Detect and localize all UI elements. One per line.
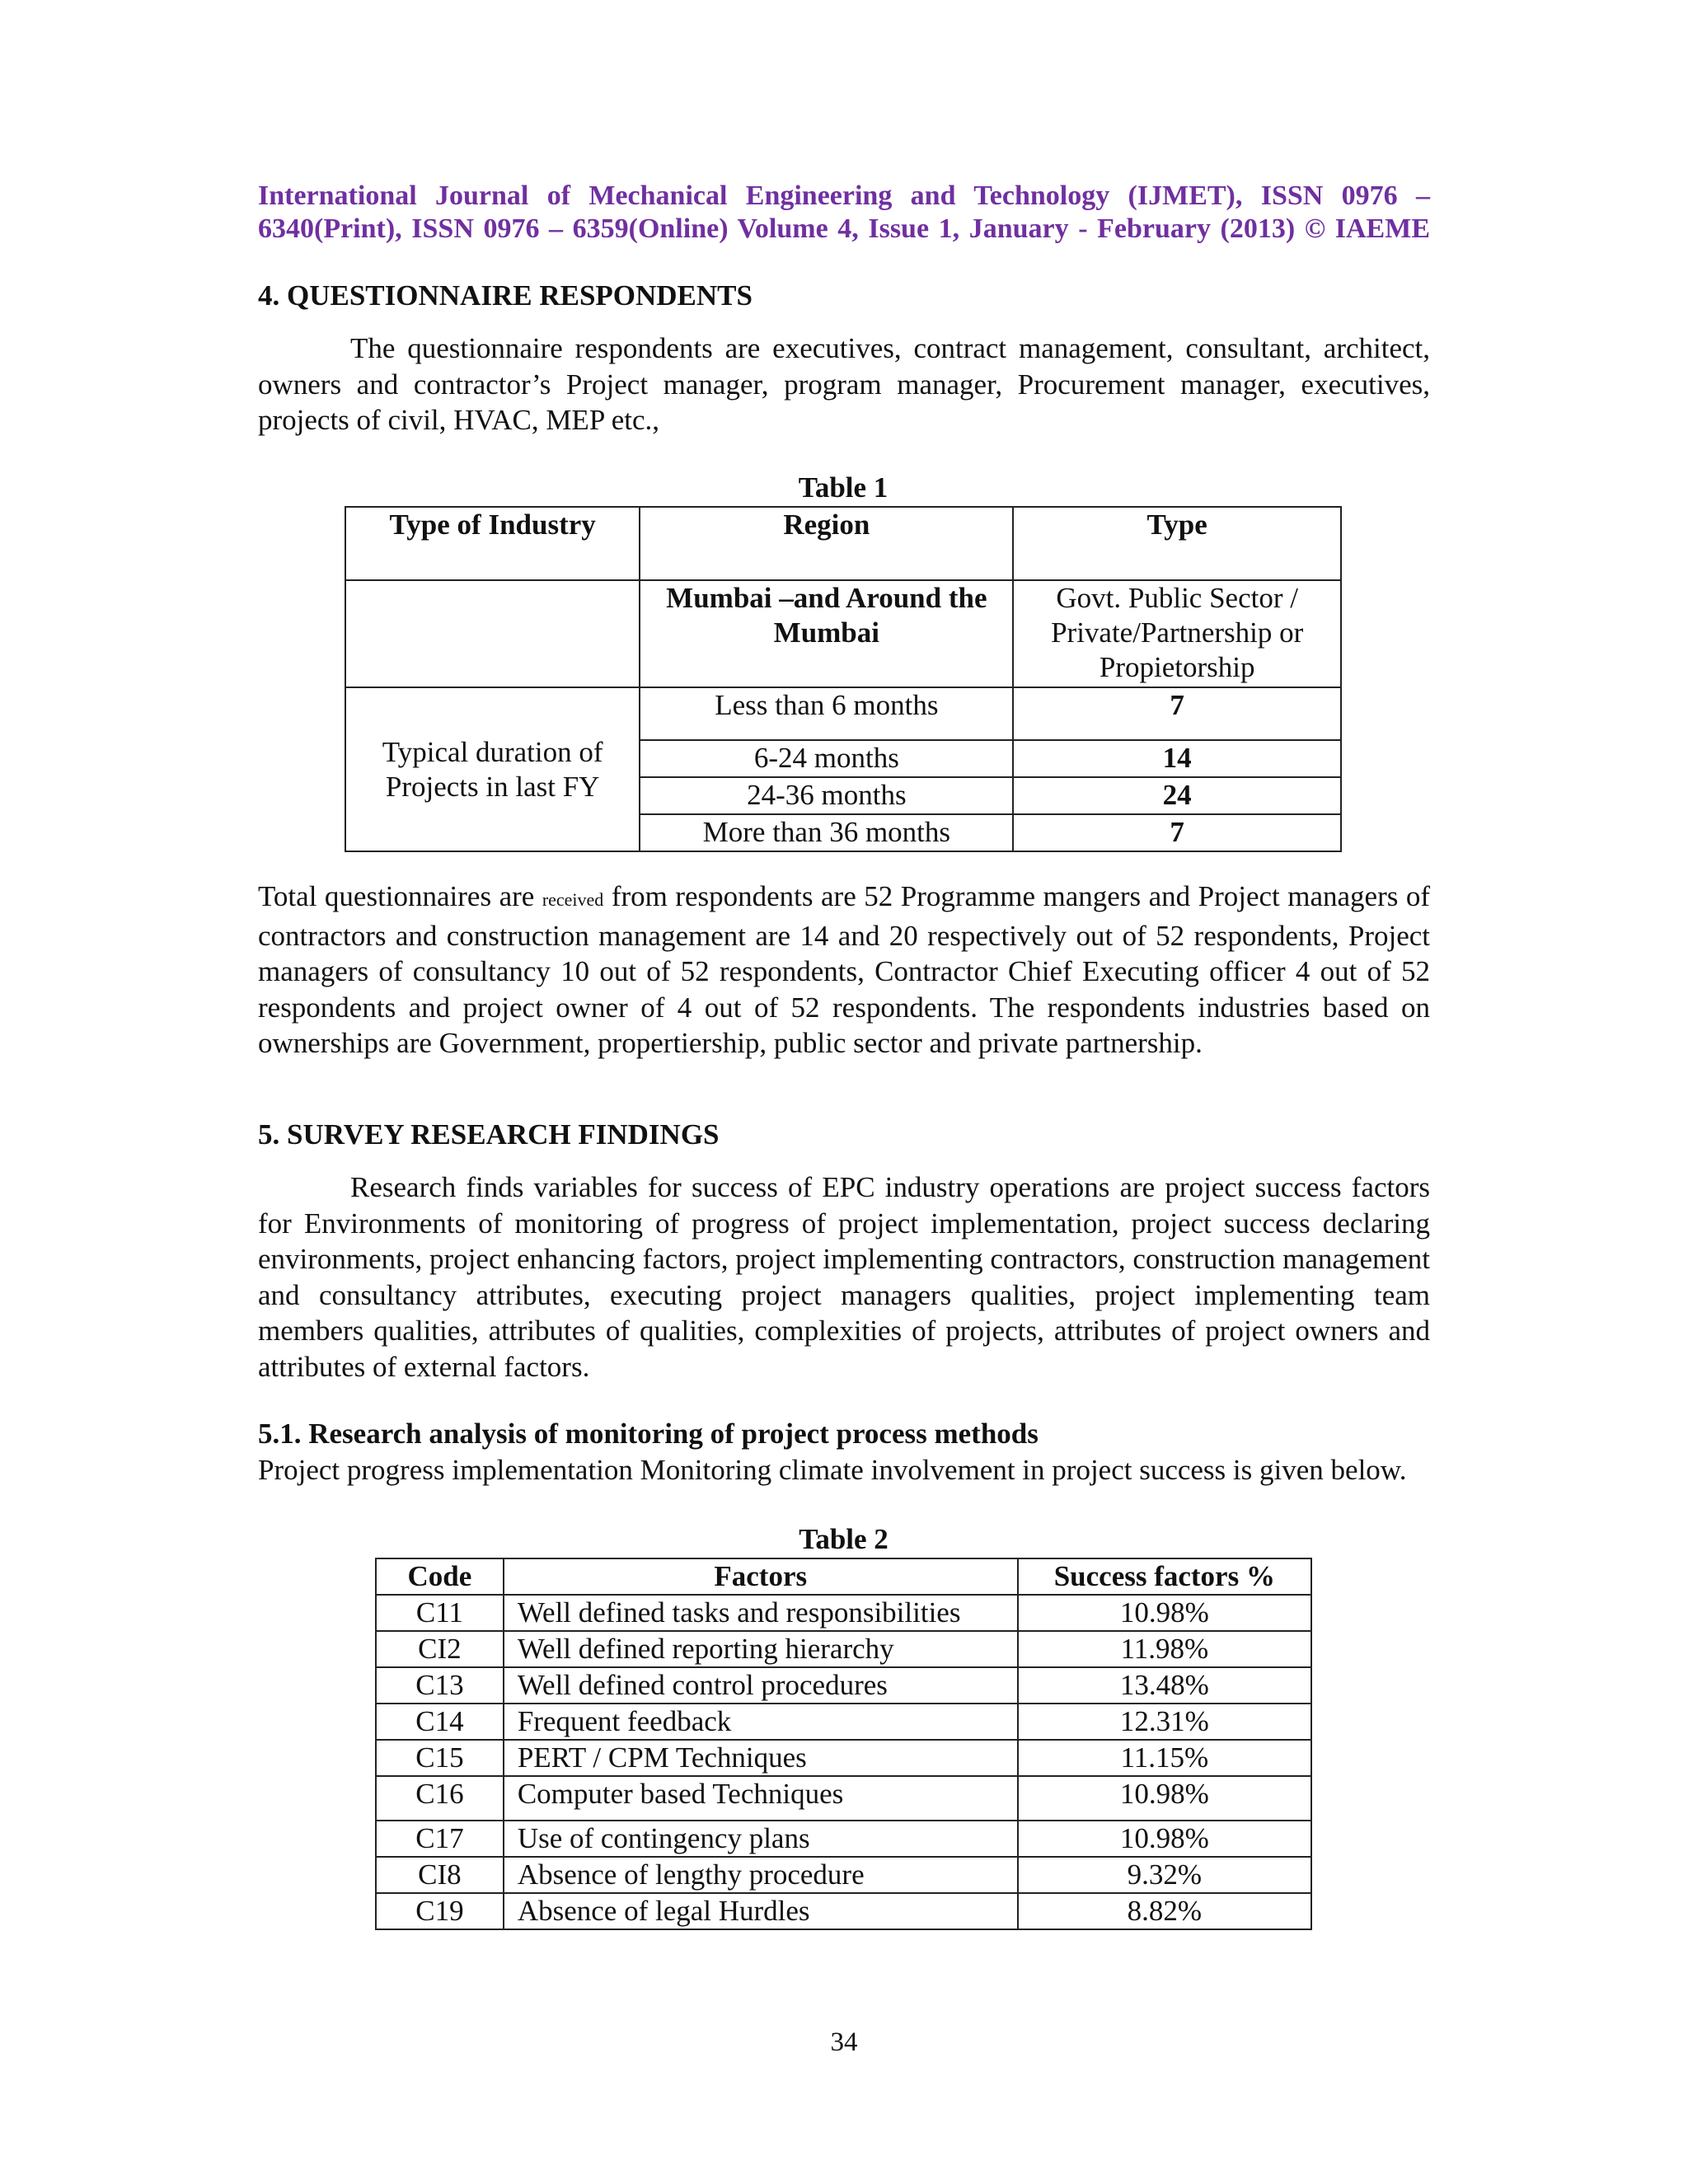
section-5: [258, 1117, 1430, 1385]
table-2-code: C17: [376, 1821, 504, 1857]
table-2-factor: PERT / CPM Techniques: [504, 1740, 1018, 1776]
table-1-header-row: [345, 507, 1341, 580]
table-1-empty-cell: [345, 580, 640, 687]
table-1-region-row: [345, 580, 1341, 687]
section-4-paragraph: The questionnaire respondents are executives, contract management, consultant, architect, owners and contractor’s Project manager, program manager, Procurement manager, executives, projects of civil, HVAC, MEP etc.,: [258, 332, 1430, 436]
table-2-header-factors: Factors: [504, 1558, 1018, 1595]
table-1-count: 7: [1013, 814, 1341, 851]
table-row: [376, 1704, 1311, 1740]
table-row: [376, 1821, 1311, 1857]
table-1-duration: Less than 6 months: [640, 687, 1013, 740]
table-2-code: CI2: [376, 1631, 504, 1667]
table-2-percent: 9.32%: [1018, 1857, 1311, 1893]
section-4-heading: 4. QUESTIONNAIRE RESPONDENTS: [258, 279, 753, 312]
total-questionnaires-section: [258, 879, 1430, 1062]
section-5-1: [258, 1416, 1430, 1488]
table-1-type-value: Govt. Public Sector / Private/Partnership or Propietorship: [1013, 580, 1341, 687]
table-2-factor: Frequent feedback: [504, 1704, 1018, 1740]
table-1-caption: Table 1: [798, 471, 889, 504]
section-4: [258, 278, 1430, 438]
table-2-header-code: Code: [376, 1558, 504, 1595]
page-number: 34: [830, 2027, 858, 2057]
section-5-heading: 5. SURVEY RESEARCH FINDINGS: [258, 1118, 720, 1151]
table-2-factor: Absence of legal Hurdles: [504, 1893, 1018, 1929]
journal-header: [258, 180, 1430, 246]
table-row: [345, 687, 1341, 740]
table-2-code: C15: [376, 1740, 504, 1776]
table-2: [375, 1558, 1312, 1930]
table-2-percent: 10.98%: [1018, 1821, 1311, 1857]
table-2-factor: Computer based Techniques: [504, 1776, 1018, 1821]
total-text-start: Total questionnaires are: [258, 880, 535, 912]
table-2-factor: Use of contingency plans: [504, 1821, 1018, 1857]
table-2-code: CI8: [376, 1857, 504, 1893]
total-text-received: received: [542, 889, 604, 910]
table-2-code: C16: [376, 1776, 504, 1821]
table-row: [376, 1595, 1311, 1631]
table-2-percent: 11.15%: [1018, 1740, 1311, 1776]
table-2-code: C19: [376, 1893, 504, 1929]
table-1-count: 7: [1013, 687, 1341, 740]
header-line-2: 6340(Print), ISSN 0976 – 6359(Online) Volume 4, Issue 1, January - February (2013) © IAEME: [258, 213, 1430, 244]
table-2-factor: Well defined control procedures: [504, 1667, 1018, 1704]
table-2-header-success: Success factors %: [1018, 1558, 1311, 1595]
total-text-rest: from respondents are 52 Programme mangers and Project managers of contractors and construction management are 14 and 20 respectively out of 52 respondents, Project managers of consultancy 10 out of 52 respondents, Contractor Chief Executing officer 4 out of 52 respondents and project owner of 4 out of 52 respondents. The respondents industries based on ownerships are Government, propertiership, public sector and private partnership.: [258, 880, 1431, 1059]
table-1-header-industry: Type of Industry: [345, 507, 640, 580]
table-row: [376, 1893, 1311, 1929]
table-2-percent: 10.98%: [1018, 1776, 1311, 1821]
table-2-factor: Well defined reporting hierarchy: [504, 1631, 1018, 1667]
table-2-factor: Well defined tasks and responsibilities: [504, 1595, 1018, 1631]
table-2-percent: 8.82%: [1018, 1893, 1311, 1929]
table-1-count: 24: [1013, 777, 1341, 814]
section-5-paragraph: Research finds variables for success of EPC industry operations are project success factors for Environments of monitoring of progress of project implementation, project success declaring environments, project enhancing factors, project implementing contractors, construction management and consultancy attributes, executing project managers qualities, project implementing team members qualities, attributes of qualities, complexities of projects, attributes of project owners and attributes of external factors.: [258, 1171, 1430, 1383]
table-2-percent: 11.98%: [1018, 1631, 1311, 1667]
table-2-code: C13: [376, 1667, 504, 1704]
table-1-duration-label: Typical duration of Projects in last FY: [345, 687, 640, 851]
table-row: [376, 1667, 1311, 1704]
header-line-1: International Journal of Mechanical Engineering and Technology (IJMET), ISSN 0976 –: [258, 180, 1430, 211]
table-1-count: 14: [1013, 740, 1341, 777]
section-5-1-heading: 5.1. Research analysis of monitoring of project process methods: [258, 1418, 1039, 1450]
table-1-duration: 6-24 months: [640, 740, 1013, 777]
table-row: [376, 1631, 1311, 1667]
table-1-duration: More than 36 months: [640, 814, 1013, 851]
table-2-percent: 13.48%: [1018, 1667, 1311, 1704]
table-1-header-type: Type: [1013, 507, 1341, 580]
section-5-1-paragraph: Project progress implementation Monitoring climate involvement in project success is given below.: [258, 1454, 1407, 1486]
total-questionnaires-paragraph: [258, 879, 1430, 1062]
table-row: [376, 1776, 1311, 1821]
table-row: [376, 1857, 1311, 1893]
table-1: [345, 506, 1342, 852]
table-2-factor: Absence of lengthy procedure: [504, 1857, 1018, 1893]
table-1-duration: 24-36 months: [640, 777, 1013, 814]
table-2-percent: 12.31%: [1018, 1704, 1311, 1740]
table-2-caption: Table 2: [799, 1523, 889, 1555]
table-1-header-region: Region: [640, 507, 1013, 580]
table-2-code: C14: [376, 1704, 504, 1740]
table-1-region-value: Mumbai –and Around the Mumbai: [640, 580, 1013, 687]
table-2-code: C11: [376, 1595, 504, 1631]
table-2-header-row: [376, 1558, 1311, 1595]
table-row: [376, 1740, 1311, 1776]
table-2-percent: 10.98%: [1018, 1595, 1311, 1631]
